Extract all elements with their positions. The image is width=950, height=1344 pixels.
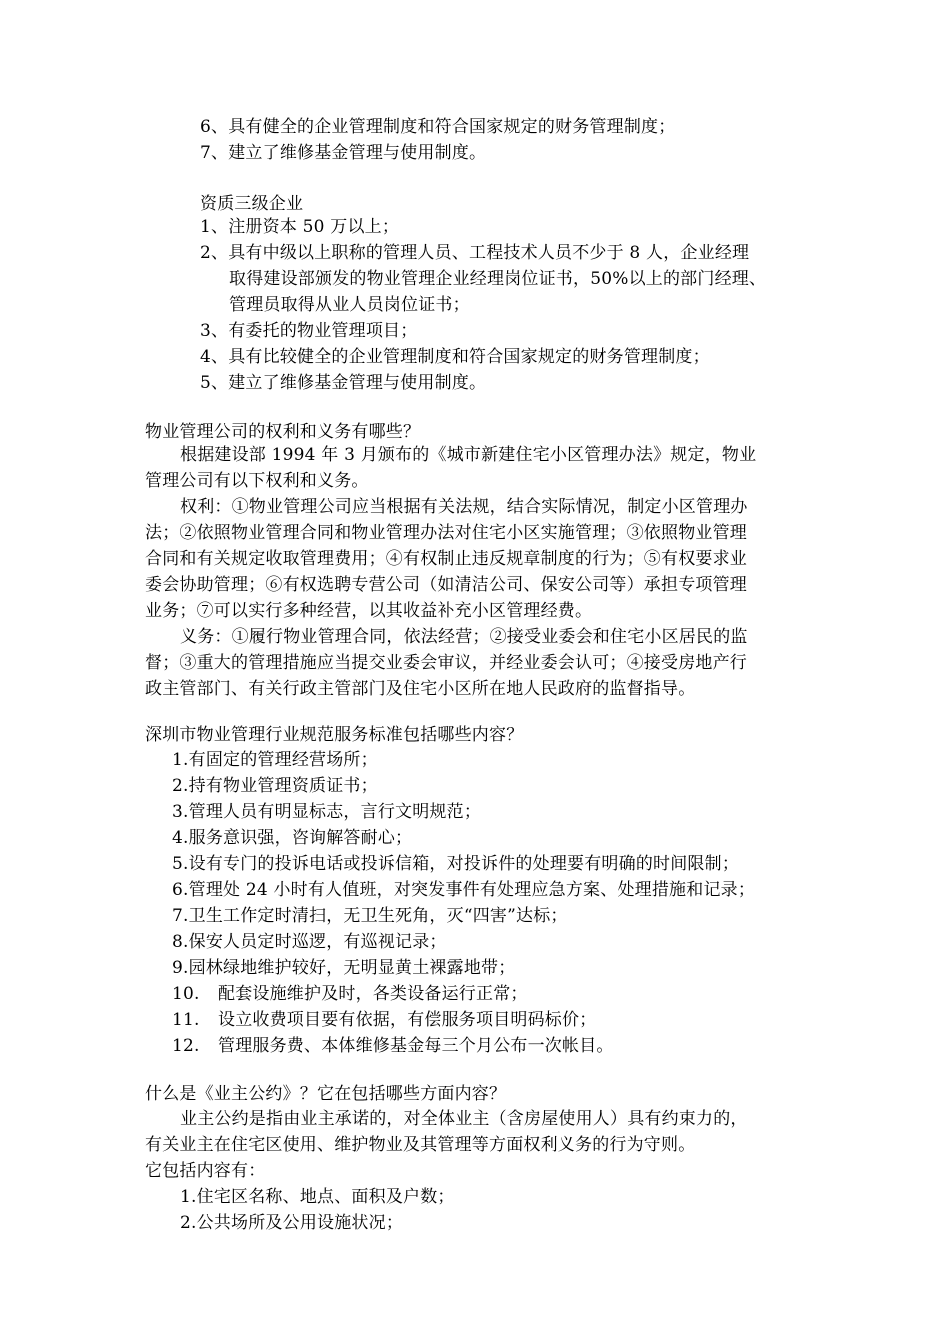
list-item-text: 设立收费项目要有依据，有偿服务项目明码标价； [218,1010,597,1030]
list-item: 7、建立了维修基金管理与使用制度。 [200,143,487,163]
list-item-continuation: 取得建设部颁发的物业管理企业经理岗位证书，50%以上的部门经理、 [229,269,767,289]
paragraph-line: 权利：①物业管理公司应当根据有关法规，结合实际情况，制定小区管理办 [180,497,748,517]
list-item-text: 管理服务费、本体维修基金每三个月公布一次帐目。 [218,1036,614,1056]
paragraph-line: 督；③重大的管理措施应当提交业委会审议，并经业委会认可；④接受房地产行 [145,653,747,673]
paragraph-line: 有关业主在住宅区使用、维护物业及其管理等方面权利义务的行为守则。 [145,1135,696,1155]
list-item: 1.住宅区名称、地点、面积及户数； [180,1187,455,1207]
section-title-grade3: 资质三级企业 [200,194,304,214]
list-item-number: 12. [172,1036,200,1056]
list-item: 1、注册资本 50 万以上； [200,217,400,237]
list-item-number: 11. [172,1010,200,1030]
list-item: 5、建立了维修基金管理与使用制度。 [200,373,487,393]
paragraph-line: 政主管部门、有关行政主管部门及住宅小区所在地人民政府的监督指导。 [145,679,696,699]
list-item: 6.管理处 24 小时有人值班，对突发事件有处理应急方案、处理措施和记录； [172,880,756,900]
list-item: 6、具有健全的企业管理制度和符合国家规定的财务管理制度； [200,117,676,137]
paragraph-line: 委会协助管理；⑥有权选聘专营公司（如清洁公司、保安公司等）承担专项管理 [145,575,747,595]
list-item: 2.持有物业管理资质证书； [172,776,378,796]
list-item: 7.卫生工作定时清扫，无卫生死角，灭“四害”达标； [172,906,568,926]
list-item-continuation: 管理员取得从业人员岗位证书； [229,295,470,315]
section-heading-shenzhen: 深圳市物业管理行业规范服务标准包括哪些内容？ [145,725,524,745]
paragraph-line: 业务；⑦可以实行多种经营，以其收益补充小区管理经费。 [145,601,593,621]
list-item: 2、具有中级以上职称的管理人员、工程技术人员不少于 8 人，企业经理 [200,243,750,263]
paragraph-line: 管理公司有以下权利和义务。 [145,471,369,491]
list-item: 3.管理人员有明显标志，言行文明规范； [172,802,482,822]
list-item: 2.公共场所及公用设施状况； [180,1213,404,1233]
paragraph-line: 根据建设部 1994 年 3 月颁布的《城市新建住宅小区管理办法》规定，物业 [180,445,757,465]
paragraph-line: 业主公约是指由业主承诺的，对全体业主（含房屋使用人）具有约束力的， [180,1109,748,1129]
list-item: 4、具有比较健全的企业管理制度和符合国家规定的财务管理制度； [200,347,710,367]
paragraph-line: 义务：①履行物业管理合同，依法经营；②接受业委会和住宅小区居民的监 [180,627,748,647]
paragraph-line: 它包括内容有： [145,1161,266,1181]
list-item: 3、有委托的物业管理项目； [200,321,418,341]
list-item: 5.设有专门的投诉电话或投诉信箱，对投诉件的处理要有明确的时间限制； [172,854,740,874]
list-item-number: 10. [172,984,200,1004]
list-item: 8.保安人员定时巡逻，有巡视记录； [172,932,447,952]
list-item: 1.有固定的管理经营场所； [172,750,378,770]
paragraph-line: 合同和有关规定收取管理费用；④有权制止违反规章制度的行为；⑤有权要求业 [145,549,747,569]
section-heading-rights: 物业管理公司的权利和义务有哪些？ [145,422,421,442]
list-item: 9.园林绿地维护较好，无明显黄土裸露地带； [172,958,516,978]
section-heading-covenant: 什么是《业主公约》？它在包括哪些方面内容？ [145,1084,507,1104]
paragraph-line: 法；②依照物业管理合同和物业管理办法对住宅小区实施管理；③依照物业管理 [145,523,747,543]
list-item: 4.服务意识强，咨询解答耐心； [172,828,413,848]
list-item-text: 配套设施维护及时，各类设备运行正常； [218,984,528,1004]
